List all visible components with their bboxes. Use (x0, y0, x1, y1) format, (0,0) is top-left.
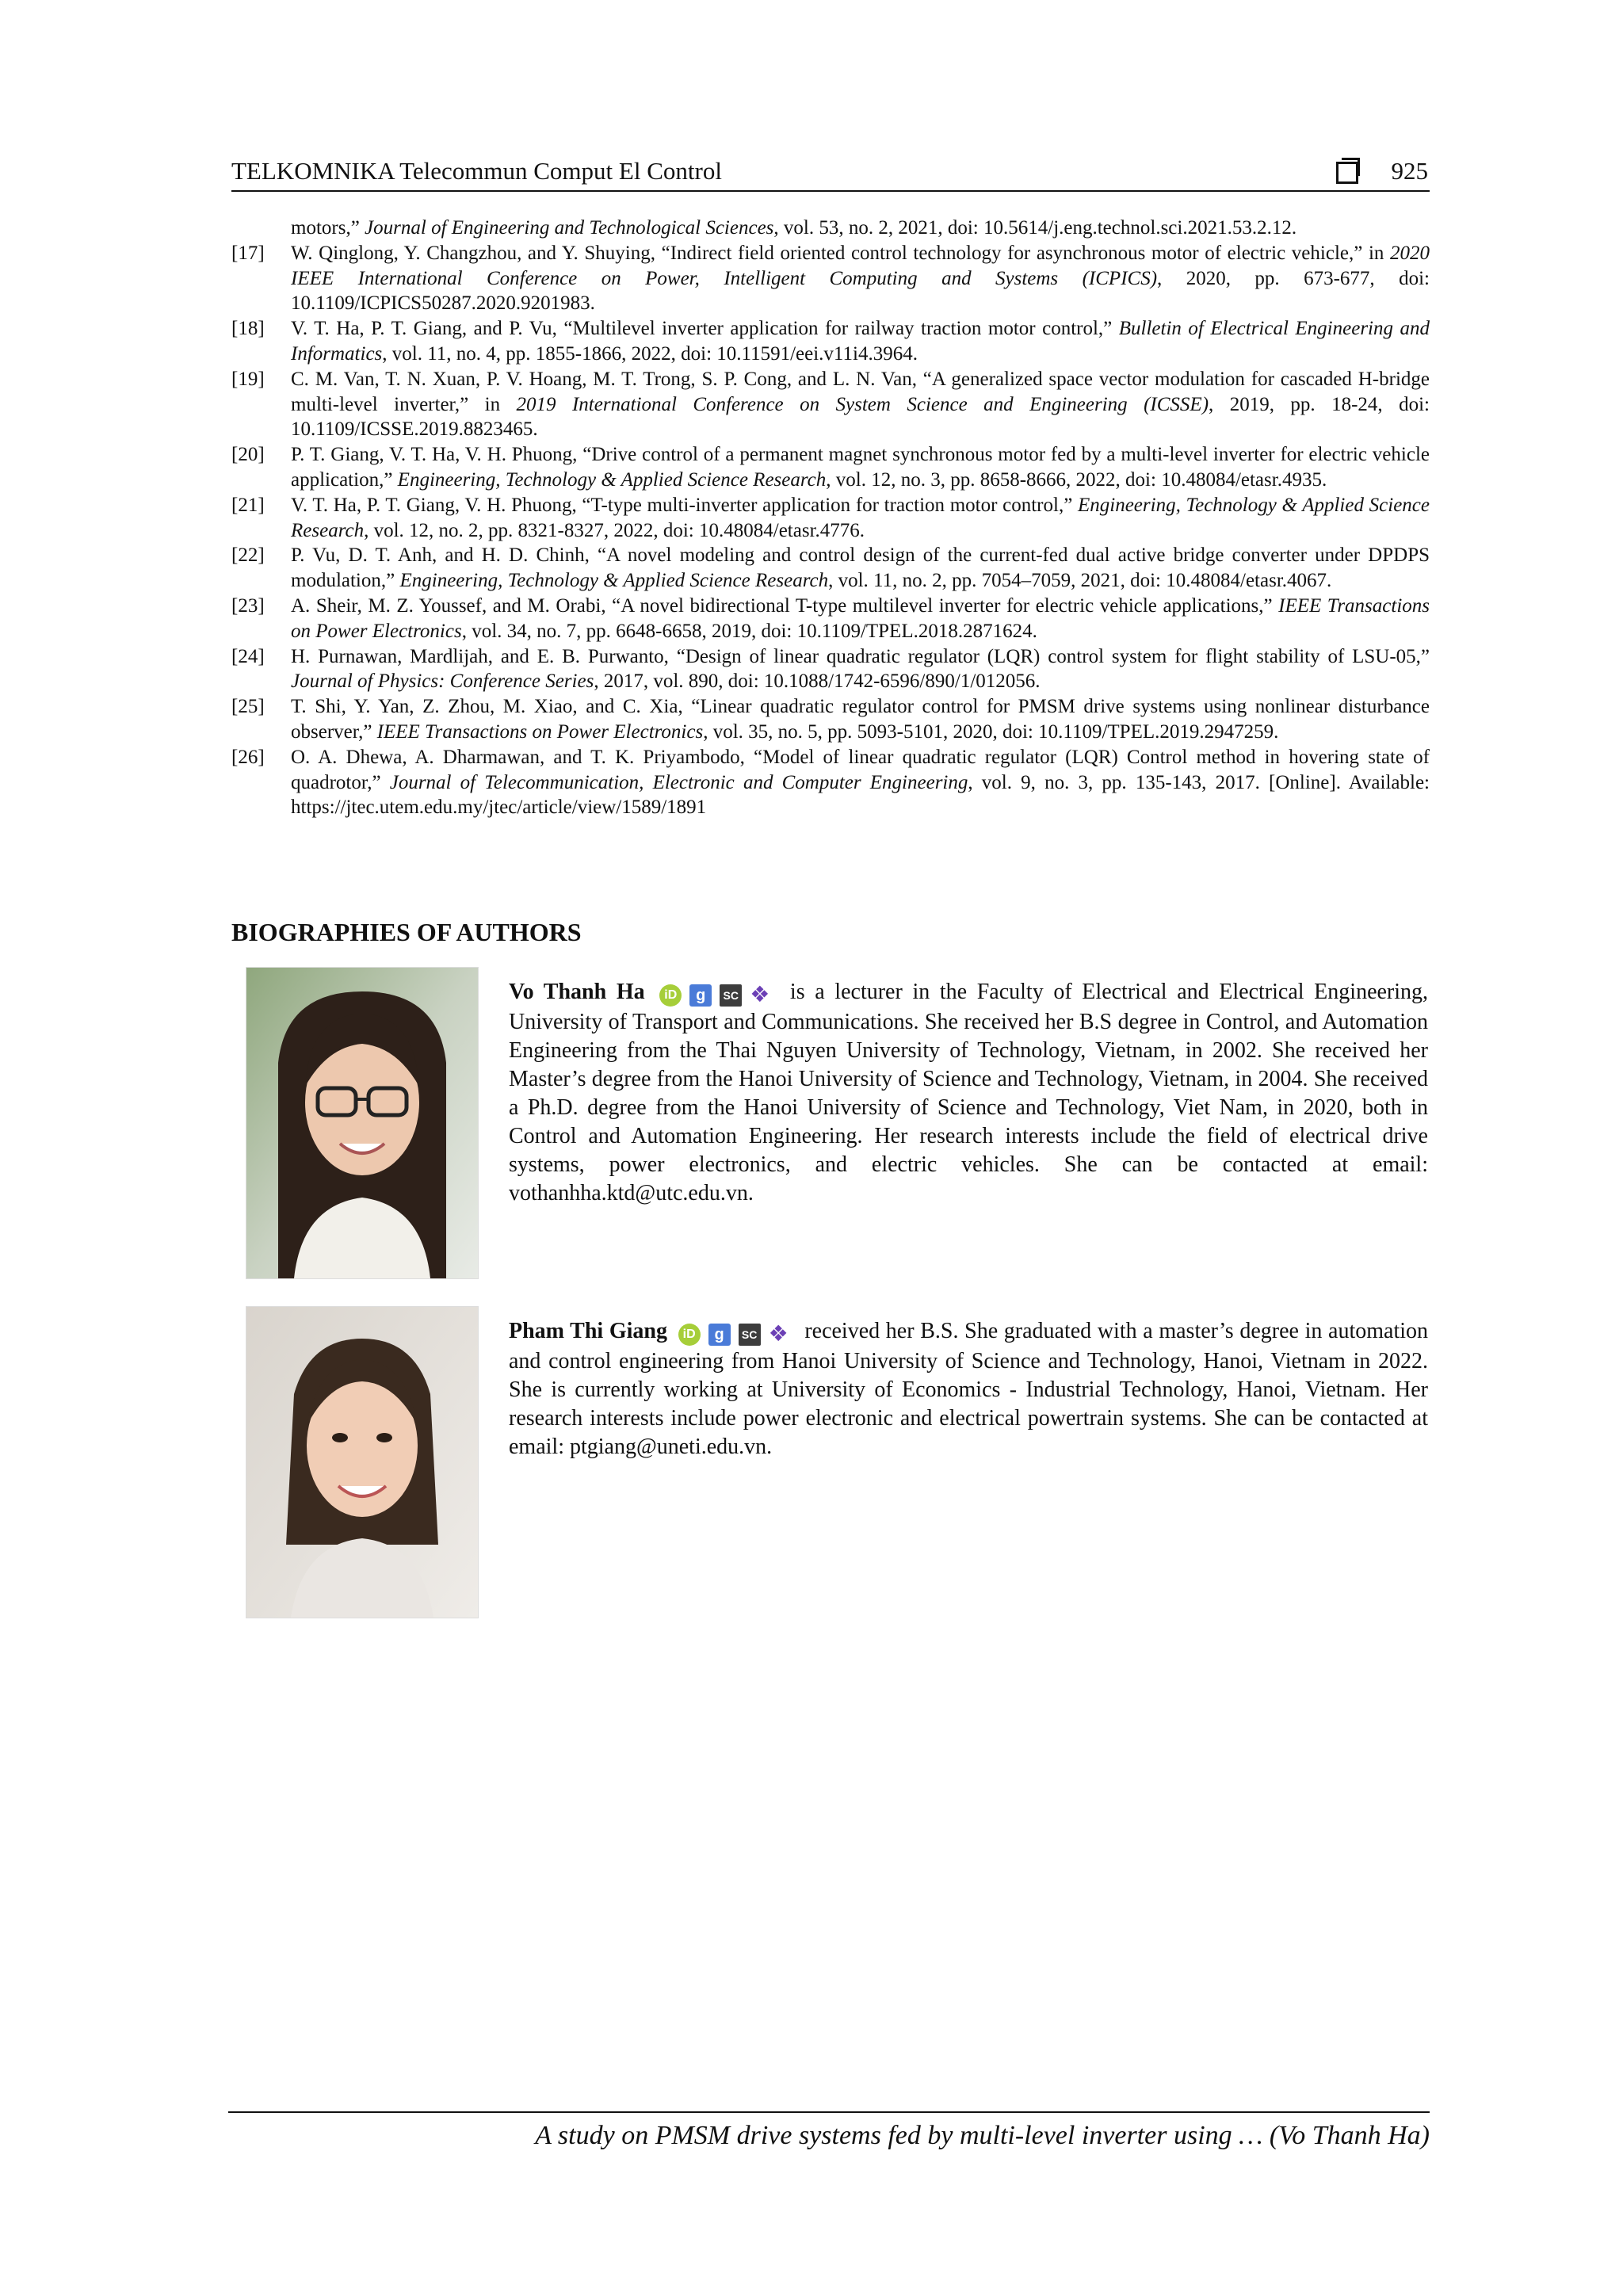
reference-item: [23] A. Sheir, M. Z. Youssef, and M. Orabi, “A novel bidirectional T-type multilevel inverter for electric vehicle applications,” IEEE Transactions on Power Electronics, vol. 34, no. 7, pp. 6648-6658, 2019, doi: 10.1109/TPEL.2018.2871624. (231, 594, 1430, 642)
biography-text (509, 978, 1428, 1208)
reference-number: [25] (231, 696, 265, 718)
reference-number: [23] (231, 594, 265, 617)
author-name: Vo Thanh Ha (509, 980, 645, 1004)
reference-item: [21] V. T. Ha, P. T. Giang, V. H. Phuong, “T-type multi-inverter application for traction motor control,” Engineering, Technology & Applied Science Research, vol. 12, no. 2, pp. 8321-8327, 2022, doi: 10.48084/etasr.4776. (231, 494, 1430, 541)
reference-list (231, 216, 1430, 820)
page-footer (228, 2111, 1430, 2150)
reference-item: [25] T. Shi, Y. Yan, Z. Zhou, M. Xiao, and C. Xia, “Linear quadratic regulator control for PMSM drive systems using nonlinear disturbance observer,” IEEE Transactions on Power Electronics, vol. 35, no. 5, pp. 5093-5101, 2020, doi: 10.1109/TPEL.2019.2947259. (231, 696, 1430, 743)
reference-item: [17] W. Qinglong, Y. Changzhou, and Y. Shuying, “Indirect field oriented control technology for asynchronous motor of electric vehicle,” in 2020 IEEE International Conference on Power, Intelligent Computing and Systems (ICPICS), 2020, pp. 673-677, doi: 10.1109/ICPICS50287.2020.9201983. (231, 242, 1430, 315)
reference-item: [26] O. A. Dhewa, A. Dharmawan, and T. K. Priyambodo, “Model of linear quadratic regulator (LQR) Control method in hovering state of quadrotor,” Journal of Telecommunication, Electronic and Computer Engineering, vol. 9, no. 3, pp. 135-143, 2017. [Online]. Available: https://jtec.utem.edu.my/jtec/article/view/1589/1891 (231, 746, 1430, 819)
profile-icons (659, 980, 775, 1008)
reference-number: [22] (231, 544, 265, 567)
section-title: BIOGRAPHIES OF AUTHORS (231, 918, 582, 946)
web-of-science-icon[interactable]: ❖ (750, 981, 770, 1007)
reference-number: [26] (231, 746, 265, 768)
reference-number: [19] (231, 368, 265, 390)
orcid-icon[interactable]: iD (678, 1324, 701, 1346)
reference-number: [21] (231, 494, 265, 516)
biography-body: received her B.S. She graduated with a master’s degree in automation and control engineering from Hanoi University of Science and Technology, Hanoi, Vietnam in 2022. She is currently working at University of Economics - Industrial Technology, Hanoi, Vietnam. Her research interests include power electronic and electrical powertrain systems. She can be contacted at email: ptgiang@uneti.edu.vn. (509, 1319, 1429, 1459)
profile-icons (678, 1319, 794, 1347)
page-number: 925 (1391, 157, 1428, 185)
reference-item: [18] V. T. Ha, P. T. Giang, and P. Vu, “Multilevel inverter application for railway traction motor control,” Bulletin of Electrical Engineering and Informatics, vol. 11, no. 4, pp. 1855-1866, 2022, doi: 10.11591/eei.v11i4.3964. (231, 318, 1430, 365)
footer-caption: A study on PMSM drive systems fed by multi-level inverter using … (Vo Thanh Ha) (535, 2121, 1430, 2150)
running-head (231, 155, 1430, 192)
google-scholar-icon[interactable]: g (708, 1324, 731, 1346)
orcid-icon[interactable]: iD (659, 984, 682, 1007)
reference-item: [19] C. M. Van, T. N. Xuan, P. V. Hoang, M. T. Trong, S. P. Cong, and L. N. Van, “A generalized space vector modulation for cascaded H-bridge multi-level inverter,” in 2019 International Conference on System Science and Engineering (ICSSE), 2019, pp. 18-24, doi: 10.1109/ICSSE.2019.8823465. (231, 368, 1430, 441)
google-scholar-icon[interactable]: g (689, 984, 712, 1007)
web-of-science-icon[interactable]: ❖ (768, 1320, 789, 1346)
author-photo (246, 1306, 479, 1618)
scopus-icon[interactable]: SC (739, 1324, 761, 1346)
reference-item: [24] H. Purnawan, Mardlijah, and E. B. Purwanto, “Design of linear quadratic regulator (LQR) control system for flight stability of LSU-05,” Journal of Physics: Conference Series, 2017, vol. 890, doi: 10.1088/1742-6596/890/1/012056. (231, 645, 1430, 693)
reference-item: [20] P. T. Giang, V. T. Ha, V. H. Phuong, “Drive control of a permanent magnet synchronous motor fed by a multi-level inverter for electric vehicle application,” Engineering, Technology & Applied Science Research, vol. 12, no. 3, pp. 8658-8666, 2022, doi: 10.48084/etasr.4935. (231, 444, 1430, 491)
biography-text (509, 1317, 1428, 1461)
author-portrait-image (246, 1307, 478, 1618)
author-portrait-image (246, 968, 478, 1278)
author-photo (246, 967, 479, 1279)
journal-title: TELKOMNIKA Telecommun Comput El Control (231, 157, 722, 185)
reference-item: [22] P. Vu, D. T. Anh, and H. D. Chinh, “A novel modeling and control design of the current-fed dual active bridge converter under DPDPS modulation,” Engineering, Technology & Applied Science Research, vol. 11, no. 2, pp. 7054–7059, 2021, doi: 10.48084/etasr.4067. (231, 544, 1430, 592)
biography-body: is a lecturer in the Faculty of Electrical and Electrical Engineering, University of Transport and Communications. She received her B.S degree in Control, and Automation Engineering from the Thai Nguyen University of Technology, Vietnam, in 2002. She received her Master’s degree from the Hanoi University of Science and Technology, Vietnam, in 2004. She received a Ph.D. degree from the Hanoi University of Science and Technology, Viet Nam, in 2020, both in Control and Automation Engineering. Her research interests include the field of electrical drive systems, power electronics, and electric vehicles. She can be contacted at email: vothanhha.ktd@utc.edu.vn. (509, 980, 1429, 1205)
square-bullet-icon (1336, 162, 1358, 184)
reference-number: [24] (231, 645, 265, 667)
reference-item: motors,” Journal of Engineering and Technological Sciences, vol. 53, no. 2, 2021, doi: 10.5614/j.eng.technol.sci.2021.53.2.12. (291, 217, 1297, 239)
reference-number: [18] (231, 318, 265, 340)
author-name: Pham Thi Giang (509, 1319, 667, 1343)
reference-number: [20] (231, 444, 265, 466)
scopus-icon[interactable]: SC (720, 984, 742, 1007)
reference-number: [17] (231, 242, 265, 264)
